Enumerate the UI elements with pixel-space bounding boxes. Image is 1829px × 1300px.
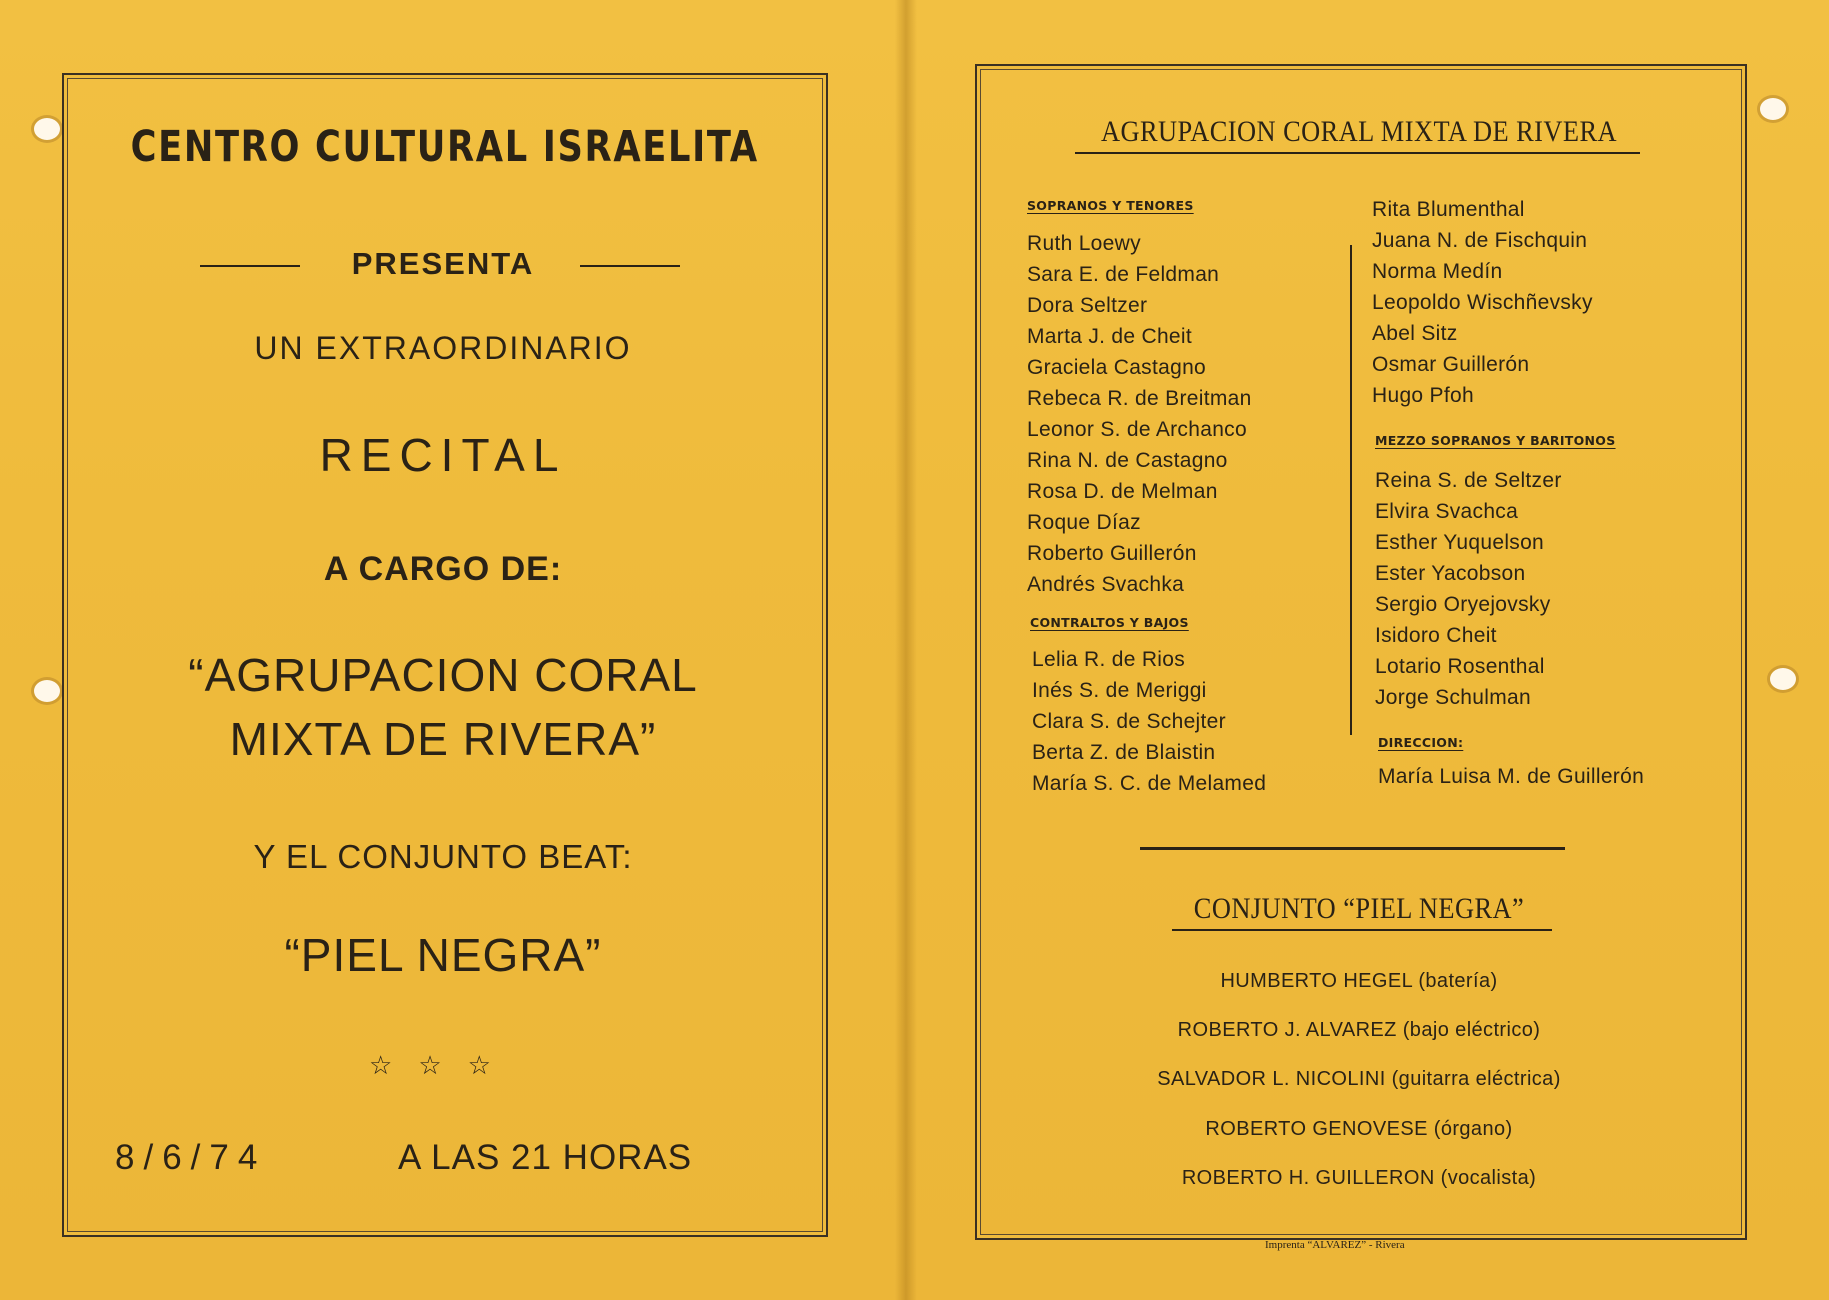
- list-item: Roberto Guillerón: [1027, 542, 1197, 565]
- list-item: Abel Sitz: [1372, 322, 1458, 345]
- a-cargo-text: A CARGO DE:: [323, 550, 563, 588]
- band-member: ROBERTO H. GUILLERON (vocalista): [1181, 1167, 1537, 1189]
- center-fold: [895, 0, 917, 1300]
- mezzos-heading: MEZZO SOPRANOS Y BARITONOS: [1375, 433, 1616, 448]
- list-item: Elvira Svachca: [1375, 500, 1519, 523]
- list-item: Roque Díaz: [1027, 511, 1141, 534]
- list-item: Norma Medín: [1372, 260, 1503, 283]
- list-item: Reina S. de Seltzer: [1375, 469, 1562, 492]
- list-item: Lotario Rosenthal: [1375, 655, 1545, 678]
- recital-title: RECITAL: [319, 429, 567, 481]
- punch-hole: [1770, 668, 1796, 690]
- punch-hole: [34, 680, 60, 702]
- band-member: SALVADOR L. NICOLINI (guitarra eléctrica): [1157, 1068, 1561, 1090]
- beat-text: Y EL CONJUNTO BEAT:: [253, 838, 633, 875]
- list-item: Rebeca R. de Breitman: [1027, 387, 1252, 410]
- list-item: Ruth Loewy: [1027, 232, 1141, 255]
- list-item: Berta Z. de Blaistin: [1032, 741, 1216, 764]
- list-item: Inés S. de Meriggi: [1032, 679, 1207, 702]
- director-name: María Luisa M. de Guillerón: [1378, 765, 1645, 788]
- list-item: Sara E. de Feldman: [1027, 263, 1220, 286]
- sopranos-list: [1027, 228, 1252, 600]
- list-item: Andrés Svachka: [1027, 573, 1185, 596]
- list-item: Juana N. de Fischquin: [1372, 229, 1588, 252]
- list-item: Graciela Castagno: [1027, 356, 1207, 379]
- list-item: Rita Blumenthal: [1372, 198, 1525, 221]
- list-item: Leopoldo Wischñevsky: [1372, 291, 1593, 314]
- list-item: Clara S. de Schejter: [1032, 710, 1226, 733]
- list-item: Marta J. de Cheit: [1027, 325, 1192, 348]
- presenta-text: PRESENTA: [351, 246, 535, 281]
- choir-name-line1: “AGRUPACION CORAL: [188, 649, 698, 701]
- punch-hole: [1760, 98, 1786, 120]
- band-list-title: CONJUNTO “PIEL NEGRA”: [1193, 892, 1525, 925]
- list-item: Leonor S. de Archanco: [1027, 418, 1247, 441]
- contraltos-list: [1032, 644, 1266, 799]
- list-item: Rosa D. de Melman: [1027, 480, 1218, 503]
- list-item: Ester Yacobson: [1375, 562, 1526, 585]
- sopranos-heading: SOPRANOS Y TENORES: [1027, 198, 1194, 213]
- band-member: ROBERTO J. ALVAREZ (bajo eléctrico): [1177, 1019, 1541, 1041]
- choir-name-line2: MIXTA DE RIVERA”: [229, 713, 657, 765]
- band-title-underline: [1172, 929, 1552, 931]
- list-item: Jorge Schulman: [1375, 686, 1531, 709]
- contraltos-heading: CONTRALTOS Y BAJOS: [1030, 615, 1189, 630]
- stars-ornament: ☆☆☆: [369, 1050, 517, 1080]
- band-name: “PIEL NEGRA”: [284, 929, 602, 981]
- list-item: María S. C. de Melamed: [1032, 772, 1267, 795]
- event-date: 8/6/74: [115, 1138, 267, 1177]
- list-item: Osmar Guillerón: [1372, 353, 1530, 376]
- mezzos-list: [1375, 465, 1562, 713]
- direccion-heading: DIRECCION:: [1378, 735, 1464, 750]
- organization-title: CENTRO CULTURAL ISRAELITA: [130, 122, 759, 172]
- punch-hole: [34, 118, 60, 140]
- choir-title-underline: [1075, 152, 1640, 154]
- band-divider: [1140, 847, 1565, 850]
- band-member: HUMBERTO HEGEL (batería): [1220, 970, 1498, 992]
- event-time: A LAS 21 HORAS: [398, 1138, 693, 1177]
- list-item: Isidoro Cheit: [1375, 624, 1497, 647]
- list-item: Hugo Pfoh: [1372, 384, 1474, 407]
- list-item: Dora Seltzer: [1027, 294, 1148, 317]
- column-divider: [1350, 245, 1352, 735]
- printer-credit: Imprenta “ALVAREZ” - Rivera: [1265, 1239, 1405, 1251]
- extraordinario-text: UN EXTRAORDINARIO: [254, 330, 632, 366]
- list-item: Sergio Oryejovsky: [1375, 593, 1551, 616]
- choir-list-title: AGRUPACION CORAL MIXTA DE RIVERA: [1100, 115, 1618, 148]
- divider-right: [580, 265, 680, 267]
- list-item: Esther Yuquelson: [1375, 531, 1545, 554]
- band-member: ROBERTO GENOVESE (órgano): [1205, 1118, 1513, 1140]
- list-item: Rina N. de Castagno: [1027, 449, 1228, 472]
- list-item: Lelia R. de Rios: [1032, 648, 1186, 671]
- second-column-list: [1372, 194, 1593, 411]
